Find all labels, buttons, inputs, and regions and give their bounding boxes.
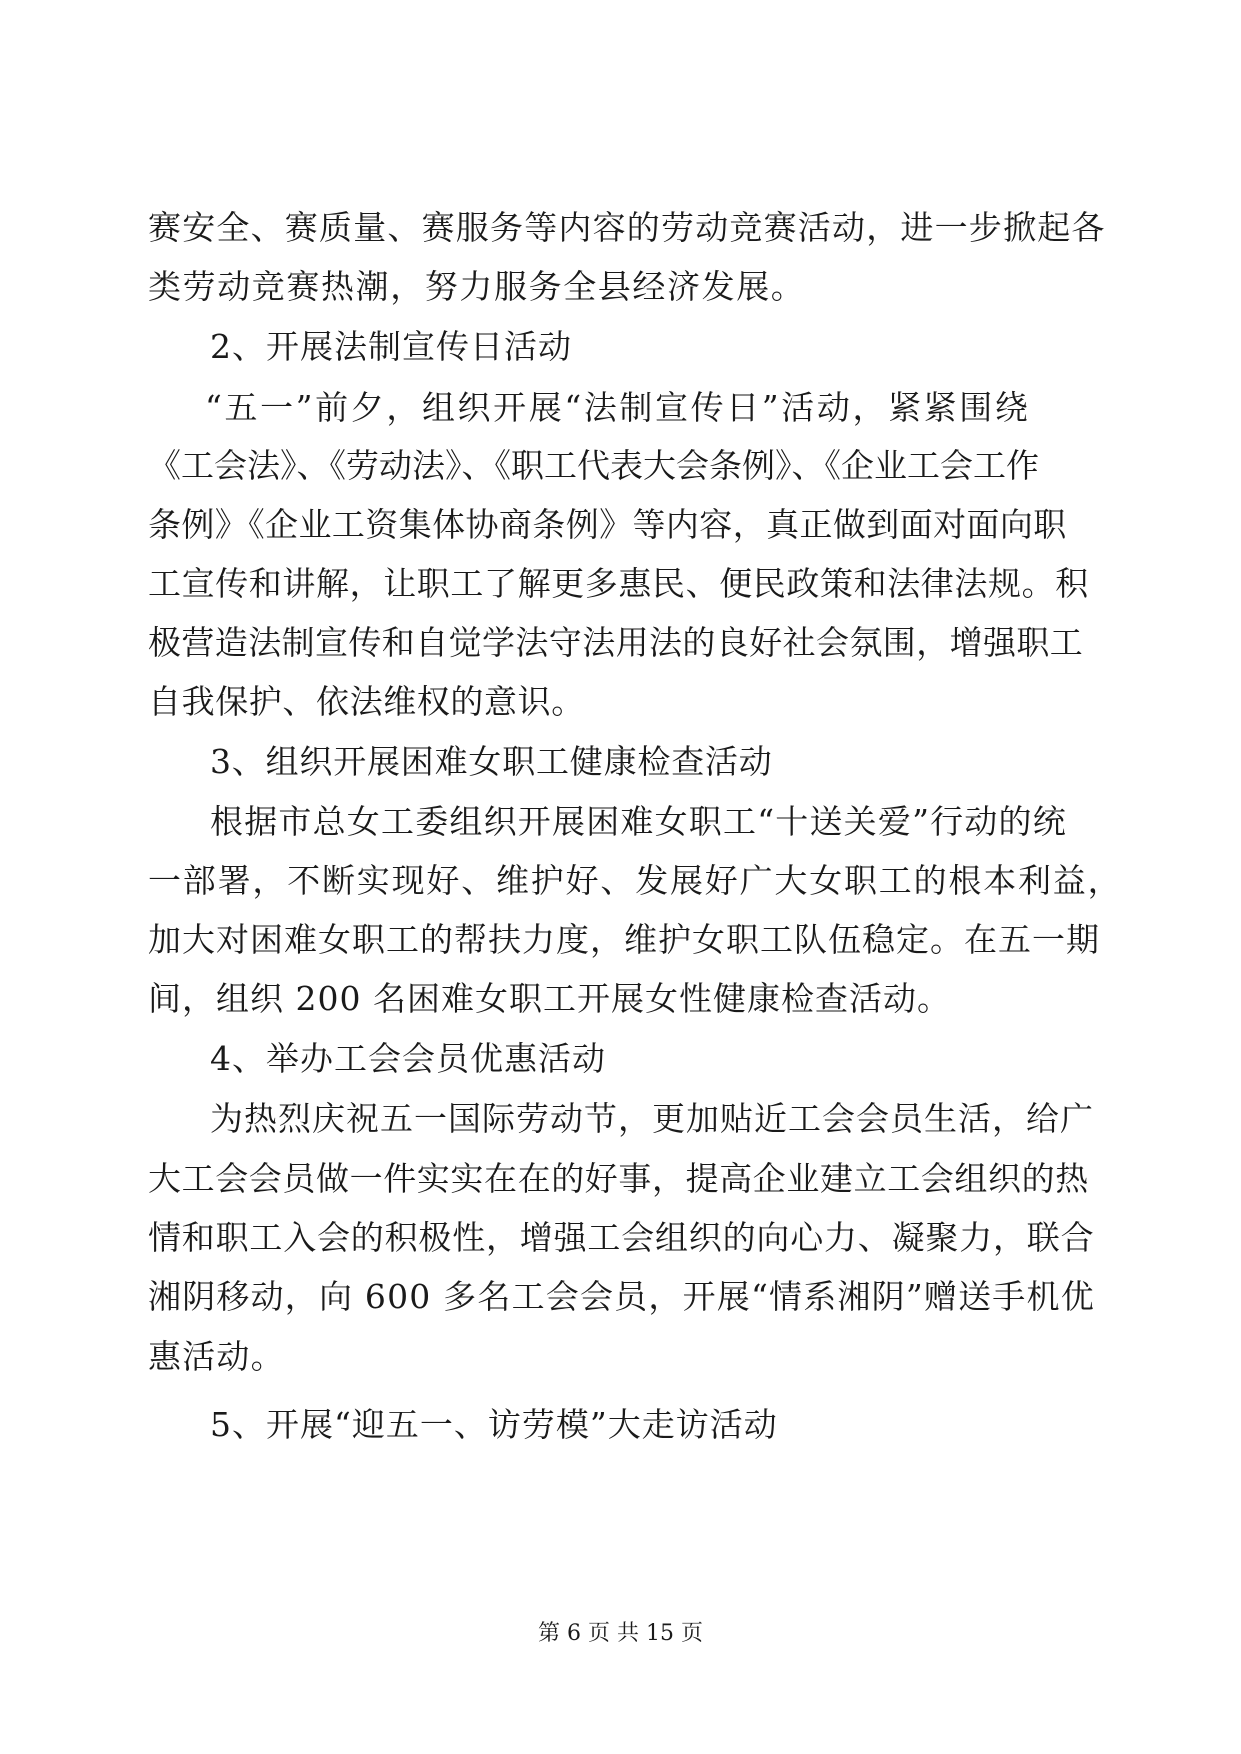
body-text: 一部署，不断实现好、维护好、发展好广大女职工的根本利益， bbox=[148, 861, 1123, 900]
body-text: 类劳动竞赛热潮，努力服务全县经济发展。 bbox=[148, 267, 806, 306]
heading-text: 4、举办工会会员优惠活动 bbox=[210, 1039, 606, 1078]
body-text: “五一”前夕，组织开展“法制宣传日”活动，紧紧围绕 bbox=[205, 388, 1031, 427]
body-text: 惠活动。 bbox=[148, 1337, 285, 1376]
body-text: 根据市总女工委组织开展困难女职工“十送关爱”行动的统 bbox=[210, 802, 1067, 841]
page-number: 第 6 页 共 15 页 bbox=[538, 1621, 703, 1646]
body-text: 加大对困难女职工的帮扶力度，维护女职工队伍稳定。在五一期 bbox=[148, 920, 1100, 959]
body-text: 情和职工入会的积极性，增强工会组织的向心力、凝聚力，联合 bbox=[148, 1218, 1095, 1257]
body-text: 极营造法制宣传和自觉学法守法用法的良好社会氛围，增强职工 bbox=[148, 623, 1084, 662]
body-text: 大工会会员做一件实实在在的好事，提高企业建立工会组织的热 bbox=[148, 1159, 1089, 1198]
body-text: 间，组织 200 名困难女职工开展女性健康检查活动。 bbox=[148, 979, 951, 1018]
heading-text: 2、开展法制宣传日活动 bbox=[210, 327, 572, 366]
heading-text: 5、开展“迎五一、访劳模”大走访活动 bbox=[210, 1405, 778, 1444]
body-text: 自我保护、依法维权的意识。 bbox=[148, 682, 585, 721]
body-text: 《工会法》、《劳动法》、《职工代表大会条例》、《企业工会工作 bbox=[148, 446, 1039, 485]
body-text: 赛安全、赛质量、赛服务等内容的劳动竞赛活动，进一步掀起各 bbox=[148, 208, 1106, 247]
page-footer bbox=[0, 1620, 1241, 1648]
heading-text: 3、组织开展困难女职工健康检查活动 bbox=[210, 742, 773, 781]
body-text: 为热烈庆祝五一国际劳动节，更加贴近工会会员生活，给广 bbox=[210, 1099, 1094, 1138]
body-text: 湘阴移动，向 600 多名工会会员，开展“情系湘阴”赠送手机优 bbox=[148, 1277, 1095, 1316]
body-text: 工宣传和讲解，让职工了解更多惠民、便民政策和法律法规。积 bbox=[148, 564, 1089, 603]
body-text: 条例》《企业工资集体协商条例》等内容，真正做到面对面向职 bbox=[148, 505, 1067, 544]
